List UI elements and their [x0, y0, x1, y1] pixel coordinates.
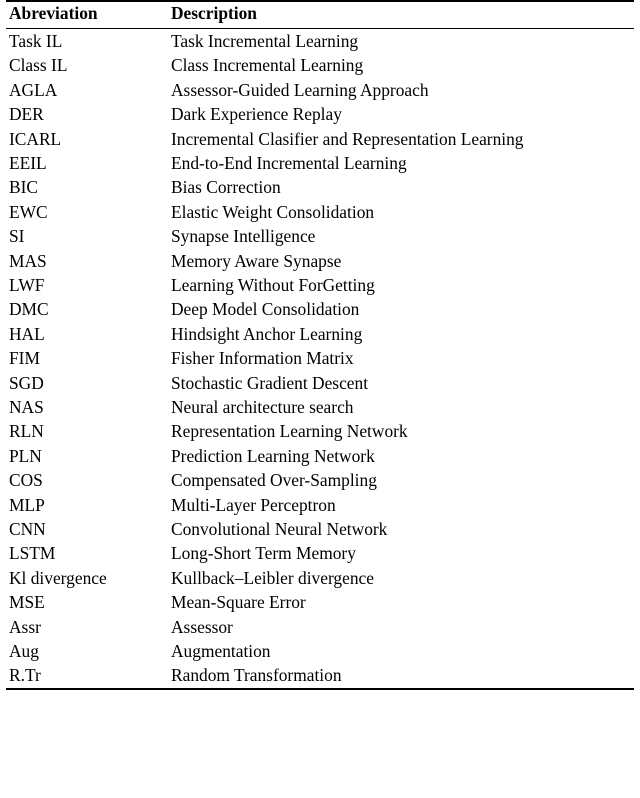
table-row [6, 200, 634, 224]
table-row [6, 103, 634, 127]
table-header [6, 1, 634, 29]
cell-abbreviation: Task IL [9, 30, 63, 51]
cell-description: Mean-Square Error [171, 592, 306, 613]
table-row [6, 371, 634, 395]
cell-abbreviation: NAS [9, 397, 44, 417]
cell-abbreviation: AGLA [9, 79, 58, 100]
cell-abbreviation: CNN [9, 519, 46, 540]
cell-abbreviation: MLP [9, 494, 45, 515]
cell-description: Representation Learning Network [171, 421, 408, 442]
cell-abbreviation: FIM [9, 348, 40, 369]
cell-description: Memory Aware Synapse [171, 250, 342, 271]
table-row [6, 493, 634, 517]
column-header-description: Description [171, 3, 257, 23]
cell-abbreviation: DMC [9, 299, 49, 320]
cell-description: Convolutional Neural Network [171, 519, 388, 540]
column-header-abbreviation: Abreviation [9, 3, 98, 23]
cell-abbreviation: Class IL [9, 55, 68, 76]
cell-description: Augmentation [171, 641, 271, 662]
cell-description: Assessor [171, 616, 233, 637]
table-row [6, 420, 634, 444]
cell-description: Random Transformation [171, 665, 342, 686]
cell-description: Stochastic Gradient Descent [171, 372, 369, 393]
cell-description: Hindsight Anchor Learning [171, 323, 363, 344]
table-row [6, 542, 634, 566]
cell-abbreviation: SGD [9, 372, 44, 393]
table-row [6, 444, 634, 468]
table-row [6, 347, 634, 371]
table-header-row [6, 1, 634, 29]
cell-description: Kullback–Leibler divergence [171, 567, 374, 588]
table-row [6, 249, 634, 273]
table-row [6, 225, 634, 249]
cell-abbreviation: MSE [9, 592, 45, 613]
cell-description: Fisher Information Matrix [171, 348, 354, 369]
cell-description: Multi-Layer Perceptron [171, 494, 336, 515]
table-row [6, 78, 634, 102]
cell-description: Compensated Over-Sampling [171, 470, 377, 491]
cell-abbreviation: ICARL [9, 128, 62, 149]
cell-abbreviation: PLN [9, 445, 42, 466]
table-body [6, 29, 634, 689]
cell-description: Assessor-Guided Learning Approach [171, 79, 429, 100]
cell-description: Synapse Intelligence [171, 226, 316, 247]
table-row [6, 54, 634, 78]
cell-description: Dark Experience Replay [171, 104, 342, 125]
table-row [6, 469, 634, 493]
table-row [6, 298, 634, 322]
abbreviations-table [6, 0, 634, 690]
cell-description: Long-Short Term Memory [171, 543, 356, 564]
cell-abbreviation: Assr [9, 616, 41, 637]
table-row [6, 151, 634, 175]
cell-abbreviation: Kl divergence [9, 567, 107, 588]
cell-abbreviation: R.Tr [9, 665, 41, 686]
cell-abbreviation: HAL [9, 323, 45, 344]
cell-abbreviation: BIC [9, 177, 38, 198]
table-row [6, 322, 634, 346]
table-row [6, 396, 634, 420]
cell-description: Task Incremental Learning [171, 30, 359, 51]
table-row [6, 640, 634, 664]
cell-description: Elastic Weight Consolidation [171, 201, 375, 222]
cell-description: Deep Model Consolidation [171, 299, 360, 320]
cell-description: End-to-End Incremental Learning [171, 152, 407, 173]
cell-description: Learning Without ForGetting [171, 274, 375, 295]
cell-abbreviation: MAS [9, 250, 47, 271]
cell-abbreviation: EWC [9, 201, 48, 222]
cell-description: Neural architecture search [171, 397, 354, 417]
cell-abbreviation: LWF [9, 274, 45, 295]
table-row [6, 566, 634, 590]
table-row [6, 591, 634, 615]
cell-description: Incremental Clasifier and Representation Learning [171, 128, 524, 149]
cell-abbreviation: COS [9, 470, 43, 491]
table-row [6, 176, 634, 200]
table-row [6, 518, 634, 542]
table-row [6, 664, 634, 689]
cell-description: Class Incremental Learning [171, 55, 364, 76]
cell-abbreviation: DER [9, 104, 44, 125]
table-row [6, 127, 634, 151]
table-row [6, 615, 634, 639]
cell-abbreviation: EEIL [9, 152, 47, 173]
cell-description: Bias Correction [171, 177, 281, 198]
cell-abbreviation: Aug [9, 641, 39, 662]
table-row [6, 29, 634, 54]
cell-description: Prediction Learning Network [171, 445, 375, 466]
cell-abbreviation: LSTM [9, 543, 56, 564]
cell-abbreviation: RLN [9, 421, 44, 442]
cell-abbreviation: SI [9, 226, 25, 247]
table-row [6, 273, 634, 297]
